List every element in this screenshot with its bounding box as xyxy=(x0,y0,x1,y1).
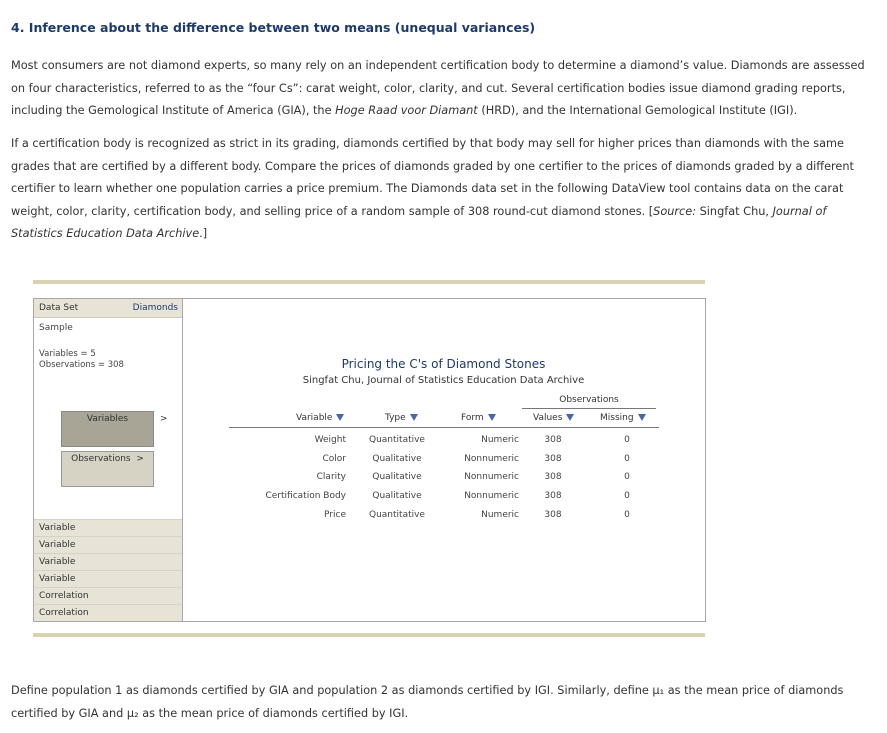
sort-triangle-icon xyxy=(336,414,344,421)
variables-button[interactable]: Variables xyxy=(61,411,154,447)
list-item-variable-1[interactable]: Variable xyxy=(34,519,182,536)
question-heading: 4. Inference about the difference between two means (unequal variances) xyxy=(11,20,536,35)
table-row-type: Qualitative xyxy=(372,472,422,482)
table-row-values: 308 xyxy=(544,472,562,482)
table-row-form: Numeric xyxy=(481,435,519,445)
table-row-variable: Weight xyxy=(314,435,346,445)
column-header-variable[interactable]: Variable xyxy=(296,413,344,423)
variables-arrow-icon: > xyxy=(160,414,168,424)
table-row-missing: 0 xyxy=(624,472,630,482)
sort-triangle-icon xyxy=(488,414,496,421)
list-item-variable-3[interactable]: Variable xyxy=(34,553,182,570)
dataview-panel xyxy=(33,298,706,622)
sort-triangle-icon xyxy=(410,414,418,421)
observations-button[interactable]: Observations > xyxy=(61,451,154,487)
list-item-variable-2[interactable]: Variable xyxy=(34,536,182,553)
table-row-values: 308 xyxy=(544,435,562,445)
mu2-symbol: μ₂ xyxy=(126,706,139,720)
table-row-type: Quantitative xyxy=(369,435,425,445)
list-item-variable-4[interactable]: Variable xyxy=(34,570,182,587)
column-header-missing[interactable]: Missing xyxy=(600,413,646,423)
table-row-missing: 0 xyxy=(624,510,630,520)
dataset-row xyxy=(34,299,182,318)
intro-paragraph: Most consumers are not diamond experts, so many rely on an independent certification body to determine a diamond’s value. Diamonds are assessed on four characteristics, referred to as the “four Cs”: carat weight, color, clarity, and cut. Several certification bodies issue diamond grading reports, including the Gemological Institute of America (GIA), the Hoge Raad voor Diamant (HRD), and the International Gemological Institute (IGI). xyxy=(11,59,865,117)
table-row-type: Qualitative xyxy=(372,454,422,464)
column-header-form[interactable]: Form xyxy=(461,413,496,423)
dataset-value[interactable]: Diamonds xyxy=(132,303,178,313)
list-item-correlation-1[interactable]: Correlation xyxy=(34,587,182,604)
top-divider xyxy=(33,280,705,284)
sort-triangle-icon xyxy=(638,414,646,421)
table-row-form: Numeric xyxy=(481,510,519,520)
sample-label: Sample xyxy=(39,323,73,333)
table-row-variable: Certification Body xyxy=(265,491,346,501)
column-header-type[interactable]: Type xyxy=(385,413,418,423)
table-row-values: 308 xyxy=(544,454,562,464)
definition-paragraph: Define population 1 as diamonds certified by GIA and population 2 as diamonds certified by IGI. Similarly, define μ₁ as the mean price of diamonds certified by GIA and μ₂ as the mean price of diamonds certified by IGI. xyxy=(11,684,844,720)
observations-arrow-icon: > xyxy=(136,454,144,464)
bottom-divider xyxy=(33,633,705,637)
column-header-values[interactable]: Values xyxy=(533,413,574,423)
list-item-correlation-2[interactable]: Correlation xyxy=(34,604,182,621)
sort-triangle-icon xyxy=(566,414,574,421)
table-row-missing: 0 xyxy=(624,454,630,464)
table-row-type: Quantitative xyxy=(369,510,425,520)
table-row-variable: Clarity xyxy=(316,472,346,482)
observations-header: Observations xyxy=(559,395,619,405)
table-row-variable: Color xyxy=(322,454,346,464)
dataview-sidebar xyxy=(34,299,183,621)
table-row-missing: 0 xyxy=(624,435,630,445)
table-row-form: Nonnumeric xyxy=(464,491,519,501)
mu1-symbol: μ₁ xyxy=(652,684,665,697)
table-header-underline xyxy=(229,427,659,428)
table-row-missing: 0 xyxy=(624,491,630,501)
table-row-values: 308 xyxy=(544,510,562,520)
dataset-label: Data Set xyxy=(39,303,79,313)
table-row-form: Nonnumeric xyxy=(464,454,519,464)
table-row-variable: Price xyxy=(324,510,346,520)
table-row-type: Qualitative xyxy=(372,491,422,501)
context-paragraph: If a certification body is recognized as strict in its grading, diamonds certified by that body may sell for higher prices than diamonds with the same grades that are certified by a different body. Compare the prices of diamonds graded by one certifier to the prices of diamonds graded by a different certifier to learn whether one population carries a price premium. The Diamonds data set in the following DataView tool contains data on the carat weight, color, clarity, certification body, and selling price of a random sample of 308 round-cut diamond stones. [Source: Singfat Chu, Journal of Statistics Education Data Archive.] xyxy=(11,137,854,240)
dataset-subtitle: Singfat Chu, Journal of Statistics Education Data Archive xyxy=(302,375,585,386)
variables-count: Variables = 5 xyxy=(39,349,96,359)
observations-header-underline xyxy=(522,408,656,409)
table-row-form: Nonnumeric xyxy=(464,472,519,482)
analysis-list xyxy=(34,519,182,621)
table-row-values: 308 xyxy=(544,491,562,501)
observations-count: Observations = 308 xyxy=(39,360,124,370)
dataset-title: Pricing the C's of Diamond Stones xyxy=(341,357,546,371)
